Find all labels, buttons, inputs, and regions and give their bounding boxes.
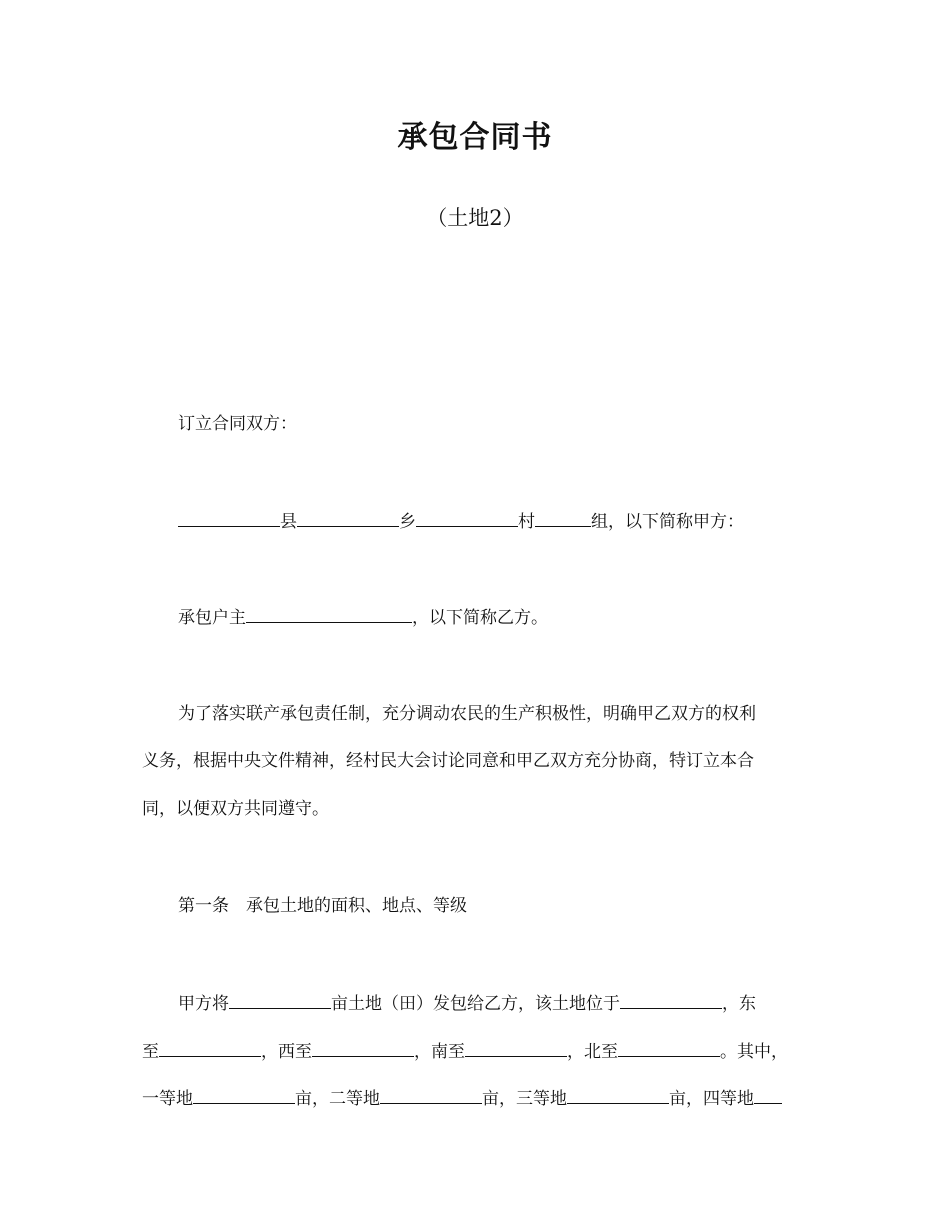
article-1-line-3: 一等地 亩，二等地 亩，三等地 亩，四等地 xyxy=(142,1085,812,1111)
grade-3-blank[interactable] xyxy=(567,1085,669,1104)
county-blank[interactable] xyxy=(178,508,280,527)
village-blank[interactable] xyxy=(416,508,518,527)
west-boundary-blank[interactable] xyxy=(312,1038,414,1057)
party-b-line: 承包户主 ，以下简称乙方。 xyxy=(178,604,812,630)
grade-2-blank[interactable] xyxy=(380,1085,482,1104)
article-1-heading: 第一条 承包土地的面积、地点、等级 xyxy=(178,896,467,916)
east-boundary-blank[interactable] xyxy=(159,1038,261,1057)
north-boundary-blank[interactable] xyxy=(618,1038,720,1057)
preamble-line-3: 同，以便双方共同遵守。 xyxy=(142,799,329,819)
parties-heading: 订立合同双方： xyxy=(178,414,297,434)
preamble-line-1: 为了落实联产承包责任制，充分调动农民的生产积极性，明确甲乙双方的权利 xyxy=(178,704,756,724)
party-a-line: 县 乡 村 组，以下简称甲方： xyxy=(178,508,812,534)
township-blank[interactable] xyxy=(297,508,399,527)
document-title: 承包合同书 xyxy=(397,120,553,155)
location-blank[interactable] xyxy=(620,990,722,1009)
article-1-line-2: 至 ，西至 ，南至 ，北至 。其中， xyxy=(142,1038,812,1064)
grade-1-blank[interactable] xyxy=(193,1085,295,1104)
group-blank[interactable] xyxy=(535,508,591,527)
area-blank[interactable] xyxy=(229,990,331,1009)
document-subtitle: （土地2） xyxy=(426,206,524,230)
south-boundary-blank[interactable] xyxy=(465,1038,567,1057)
grade-4-blank[interactable] xyxy=(754,1085,782,1104)
article-1-line-1: 甲方将 亩土地（田）发包给乙方，该土地位于 ，东 xyxy=(178,990,812,1016)
preamble-line-2: 义务，根据中央文件精神，经村民大会讨论同意和甲乙双方充分协商，特订立本合 xyxy=(142,751,754,771)
householder-blank[interactable] xyxy=(246,604,412,623)
